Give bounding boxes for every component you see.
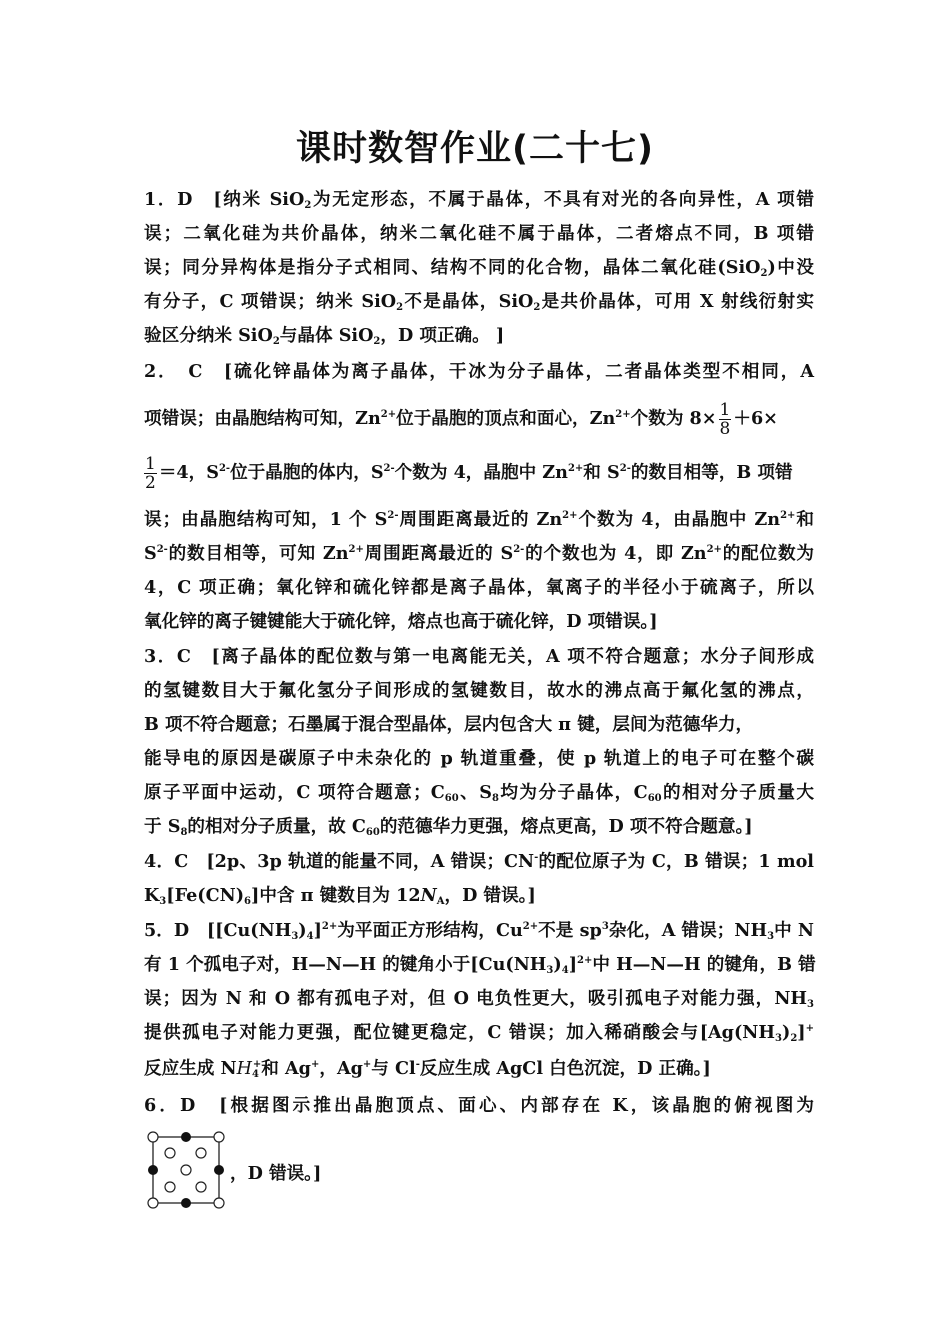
answer-5-line-2: 有 1 个孤电子对，H—N—H 的键角小于$[Cu(NH_3)_4]^{2+}$中 H—N—H 的键角，B 错 bbox=[144, 954, 816, 976]
answer-6-line-1: 6．D [根据图示推出晶胞顶点、面心、内部存在 K，该晶胞的俯视图为 bbox=[144, 1095, 814, 1116]
answer-5-line-4: 提供孤电子对能力更强，配位键更稳定，C 错误；加入稀硝酸会与$[Ag(NH_3)_2]^+$ bbox=[144, 1022, 814, 1044]
answer-3-line-3: B 项不符合题意；石墨属于混合型晶体，层内包含大 π 键，层间为范德华力， bbox=[144, 714, 754, 735]
answer-5-line-1: 5．D [$[Cu(NH_3)_4]^{2+}$为平面正方形结构，$Cu^{2+}$不是 $sp^3$杂化，A 错误；$NH_3$中 N bbox=[144, 920, 815, 942]
answer-2-line-6: 4，C 项正确；氧化锌和硫化锌都是离子晶体，氧离子的半径小于硫离子，所以 bbox=[144, 577, 814, 598]
answer-2-line-4: 误；由晶胞结构可知，1 个 $S^{2-}$周围距离最近的 $Zn^{2+}$个数为 4，由晶胞中 $Zn^{2+}$和 bbox=[144, 509, 814, 530]
answer-3-line-1: 3．C [离子晶体的配位数与第一电离能无关，A 项不符合题意；水分子间形成 bbox=[144, 646, 814, 667]
fraction-one-half: $\frac{1}{2}$ bbox=[145, 453, 156, 493]
answer-3-line-4: 能导电的原因是碳原子中未杂化的 p 轨道重叠，使 p 轨道上的电子可在整个碳 bbox=[144, 748, 814, 769]
interior-atom bbox=[196, 1182, 206, 1192]
corner-atom bbox=[148, 1198, 158, 1208]
answer-2-line-3: $\frac{1}{2}$ ＝4，$S^{2-}$位于晶胞的体内，$S^{2-}$个数为 4，晶胞中 $Zn^{2+}$和 $S^{2-}$的数目相等，B 项错 bbox=[145, 453, 793, 493]
interior-atom bbox=[181, 1165, 191, 1175]
crystal-cell-diagram bbox=[144, 1126, 230, 1212]
answer-4-line-2: $K_3[Fe(CN)_6]$中含 π 键数目为 $12N_A$，D 错误。] bbox=[144, 885, 536, 907]
interior-atom bbox=[196, 1148, 206, 1158]
answer-1-line-3: 误；同分异构体是指分子式相同、结构不同的化合物，晶体二氧化硅(SiO$_2$)中没 bbox=[144, 257, 815, 279]
answer-2-line-5: $S^{2-}$的数目相等，可知 $Zn^{2+}$周围距离最近的 $S^{2-}$的个数也为 4，即 $Zn^{2+}$的配位数为 bbox=[144, 543, 814, 564]
answer-6-line-2: ，D 错误。] bbox=[230, 1163, 322, 1184]
answer-3-line-2: 的氢键数目大于氟化氢分子间形成的氢键数目，故水的沸点高于氟化氢的沸点， bbox=[144, 680, 814, 701]
answer-2-line-1: 2． C [硫化锌晶体为离子晶体，干冰为分子晶体，二者晶体类型不相同，A bbox=[144, 361, 814, 382]
page-title: 课时数智作业(二十七) bbox=[296, 129, 654, 169]
answer-5-line-3: 误；因为 N 和 O 都有孤电子对，但 O 电负性更大，吸引孤电子对能力强，$NH_3$ bbox=[144, 988, 814, 1010]
answer-4-line-1: 4．C [2p、3p 轨道的能量不同，A 错误；CN-的配位原子为 C，B 错误；1 mol bbox=[144, 851, 814, 872]
answer-3-line-5: 原子平面中运动，C 项符合题意；$C_{60}$、$S_8$均为分子晶体，$C_{60}$的相对分子质量大 bbox=[144, 782, 814, 804]
answer-1-line-5: 验区分纳米 SiO$_2$与晶体 SiO$_2$，D 项正确。 ] bbox=[144, 325, 505, 347]
answer-1-line-4: 有分子，C 项错误；纳米 SiO$_2$不是晶体，SiO$_2$是共价晶体，可用 X 射线衍射实 bbox=[144, 291, 814, 313]
answer-1-line-1: 1．D [纳米 SiO$_2$为无定形态，不属于晶体，不具有对光的各向异性，A 项错 bbox=[144, 189, 815, 211]
face-center-atom bbox=[148, 1165, 158, 1175]
answer-2-line-2: 项错误；由晶胞结构可知，$Zn^{2+}$位于晶胞的顶点和面心，$Zn^{2+}$个数为 8× $\frac{1}{8}$ ＋6× bbox=[144, 399, 778, 439]
interior-atom bbox=[165, 1182, 175, 1192]
fraction-one-eighth: $\frac{1}{8}$ bbox=[719, 399, 731, 439]
interior-atom bbox=[165, 1148, 175, 1158]
answer-3-line-6: 于 $S_8$的相对分子质量，故 $C_{60}$的范德华力更强，熔点更高，D 项不符合题意。] bbox=[144, 816, 753, 838]
crystal-cell-top-view-figure bbox=[144, 1126, 230, 1212]
answer-5-line-5: 反应生成 $NH_4^+$和 Ag+，Ag+与 Cl-反应生成 AgCl 白色沉淀，D 正确。] bbox=[144, 1058, 711, 1080]
corner-atom bbox=[214, 1132, 224, 1142]
face-center-atom bbox=[181, 1198, 191, 1208]
answer-1-line-2: 误；二氧化硅为共价晶体，纳米二氧化硅不属于晶体，二者熔点不同，B 项错 bbox=[144, 223, 814, 244]
answer-2-line-7: 氧化锌的离子键键能大于硫化锌，熔点也高于硫化锌，D 项错误。] bbox=[144, 611, 658, 632]
corner-atom bbox=[214, 1198, 224, 1208]
corner-atom bbox=[148, 1132, 158, 1142]
face-center-atom bbox=[214, 1165, 224, 1175]
face-center-atom bbox=[181, 1132, 191, 1142]
